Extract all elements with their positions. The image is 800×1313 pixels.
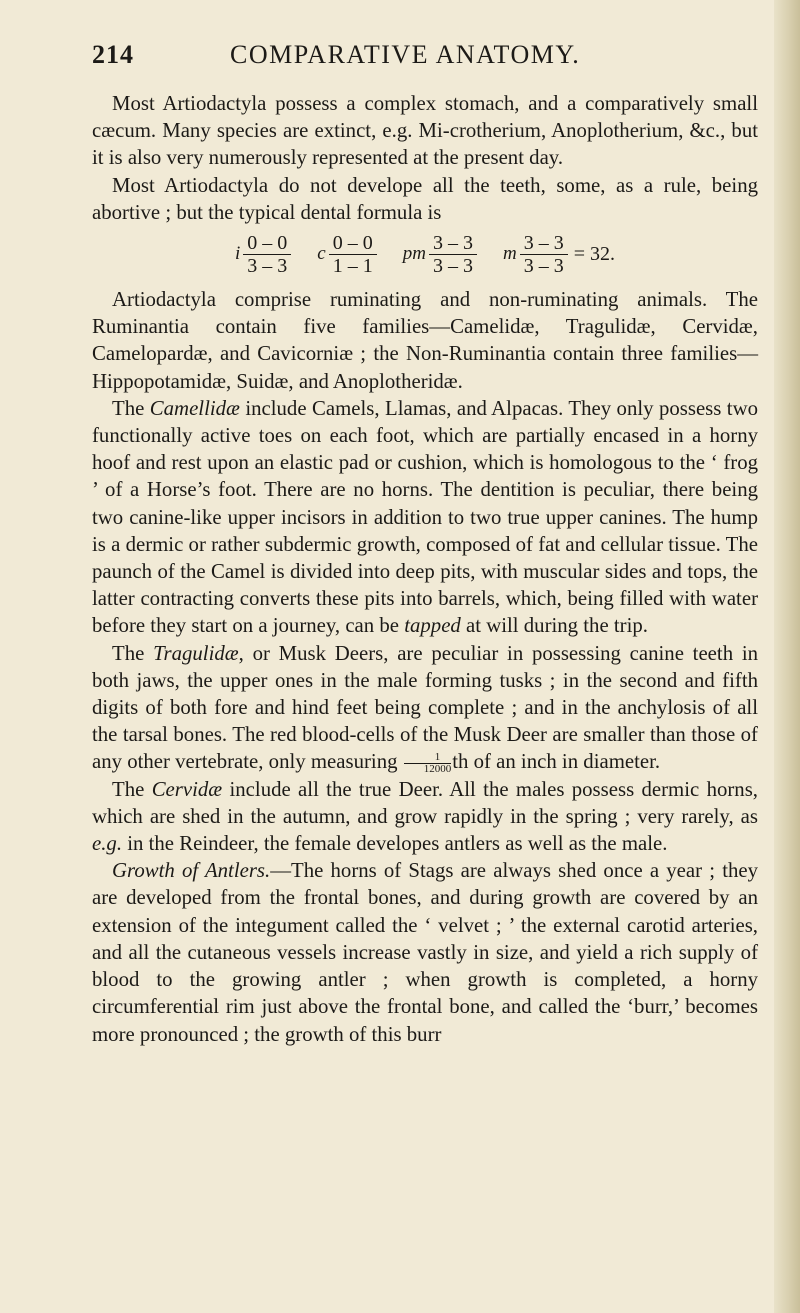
fraction-bottom: 3 – 3 bbox=[243, 254, 291, 277]
formula-label: i bbox=[235, 243, 241, 265]
formula-label: pm bbox=[402, 243, 426, 265]
fraction-bottom: 1 – 1 bbox=[329, 254, 377, 277]
fraction-bottom: 3 – 3 bbox=[520, 254, 568, 277]
formula-label: c bbox=[317, 243, 326, 265]
term-eg: e.g. bbox=[92, 832, 123, 856]
tragulidae-text-b: th of an inch in diameter. bbox=[452, 750, 661, 774]
cervidae-text-b: in the Reindeer, the female developes antlers as well as the male. bbox=[122, 832, 668, 856]
paragraph-camellidae bbox=[92, 395, 758, 640]
paragraph-tragulidae bbox=[92, 640, 758, 776]
formula-term-premolars bbox=[403, 232, 477, 277]
the-word: The bbox=[112, 641, 145, 665]
term-tragulidae: Tragulidæ bbox=[153, 641, 239, 665]
fraction-top: 0 – 0 bbox=[332, 231, 373, 254]
formula-fraction bbox=[329, 232, 377, 277]
fraction-denominator: 12000 bbox=[404, 763, 452, 775]
term-tapped: tapped bbox=[404, 614, 461, 638]
paragraph-teeth: Most Artiodactyla do not develope all the teeth, some, as a rule, being abortive ; but the typical dental formula is bbox=[92, 173, 758, 224]
paragraph-cervidae bbox=[92, 776, 758, 858]
dental-formula bbox=[92, 226, 758, 282]
tragulidae-text-a: , or Musk Deers, are peculiar in possessing canine teeth in both jaws, the upper ones in the male forming tusks ; in the second and fifth digits of both fore and hind feet being complete ; and in the anchylosis of all the tarsal bones. The red blood-cells of the Musk Deer are smaller than those of any other vertebrate, only measuring bbox=[92, 641, 759, 774]
paragraph-stomach: Most Artiodactyla possess a complex stomach, and a comparatively small cæcum. Many species are extinct, e.g. Mi-crotherium, Anoplotherium, &c., but it is also very numerously represented at the present day. bbox=[92, 92, 758, 170]
fraction-top: 3 – 3 bbox=[432, 231, 473, 254]
the-word: The bbox=[112, 777, 145, 801]
formula-fraction bbox=[243, 232, 291, 277]
formula-label: m bbox=[502, 243, 517, 265]
page-number: 214 bbox=[92, 40, 134, 69]
formula-fraction bbox=[429, 232, 477, 277]
inline-fraction bbox=[404, 752, 452, 775]
formula-term-canines bbox=[317, 232, 376, 277]
running-title: COMPARATIVE ANATOMY. bbox=[230, 40, 581, 69]
formula-fraction bbox=[520, 232, 568, 277]
cervidae-text-a: include all the true Deer. All the males possess dermic horns, which are shed in the autumn, and grow rapidly in the spring ; very rarely, as bbox=[92, 777, 758, 828]
formula-term-incisors bbox=[235, 232, 291, 277]
term-cervidae: Cervidæ bbox=[151, 777, 223, 801]
paragraph-families: Artiodactyla comprise ruminating and non-ruminating animals. The Ruminantia contain five families—Camelidæ, Tragulidæ, Cervidæ, Camelopardæ, and Cavicorniæ ; the Non-Ruminantia contain three families—Hippopotamidæ, Suidæ, and Anoplotheridæ. bbox=[92, 288, 758, 393]
book-page bbox=[92, 40, 758, 1048]
camellidae-text-a: include Camels, Llamas, and Alpacas. They only possess two functionally active toes on each foot, which are partially encased in a horny hoof and rest upon an elastic pad or cushion, which is homologous to the ‘ frog ’ of a Horse’s foot. There are no horns. The dentition is peculiar, there being two canine-like upper incisors in addition to two true upper canines. The hump is a dermic or rather subdermic growth, composed of fat and cellular tissue. The paunch of the Camel is divided into deep pits, with muscular sides and tops, the latter contracting converts these pits into barrels, which, being filled with water before they start on a journey, can be bbox=[92, 396, 758, 638]
formula-term-molars bbox=[503, 232, 568, 277]
camellidae-text-b: at will during the trip. bbox=[460, 614, 648, 638]
paragraph-antlers bbox=[92, 857, 758, 1047]
fraction-top: 3 – 3 bbox=[523, 231, 564, 254]
fraction-numerator: 1 bbox=[434, 751, 441, 764]
heading-growth-of-antlers: Growth of Antlers. bbox=[112, 859, 271, 883]
antlers-text: —The horns of Stags are always shed once a year ; they are developed from the frontal bones, and during growth are covered by an extension of the integument called the ‘ velvet ; ’ the external carotid arteries, and all the cutaneous vessels increase vastly in size, and yield a rich supply of blood to the growing antler ; when growth is completed, a horny circumferential rim just above the frontal bone, and called the ‘burr,’ becomes more pronounced ; the growth of this burr bbox=[92, 859, 758, 1046]
formula-total: = 32. bbox=[573, 242, 615, 265]
term-camellidae: Camellidæ bbox=[149, 396, 240, 420]
fraction-top: 0 – 0 bbox=[247, 231, 288, 254]
fraction-bottom: 3 – 3 bbox=[429, 254, 477, 277]
the-word: The bbox=[112, 396, 145, 420]
page-edge bbox=[774, 0, 800, 1313]
page-header bbox=[92, 40, 758, 70]
